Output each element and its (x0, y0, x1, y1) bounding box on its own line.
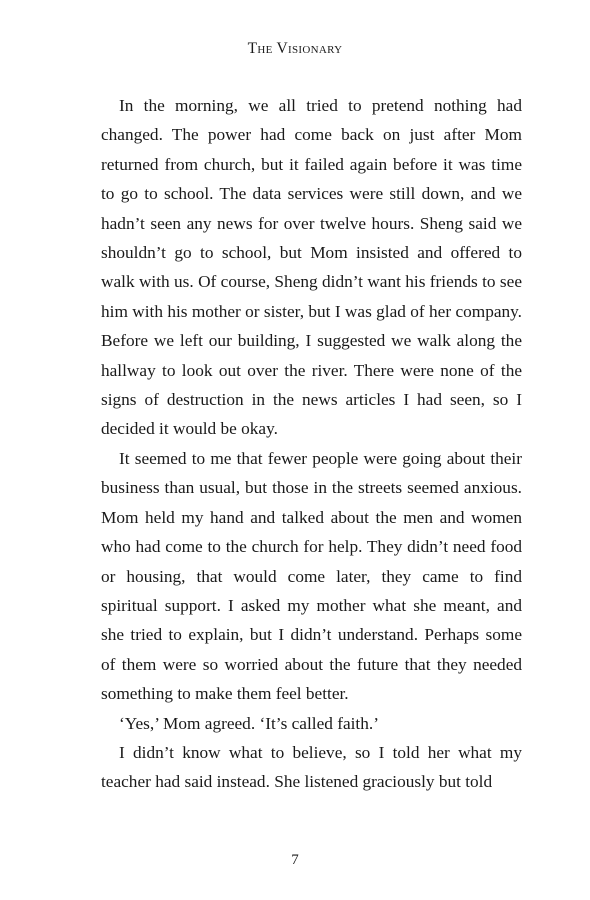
paragraph: ‘Yes,’ Mom agreed. ‘It’s called faith.’ (119, 713, 379, 733)
paragraph: In the morning, we all tried to pretend nothing had changed. The power had come back on just after Mom returned from church, but it failed again before it was time to go to school. The data services were still down, and we hadn’t seen any news for over twelve hours. Sheng said we shouldn’t go to school, but Mom insisted and offered to walk with us. Of course, Sheng didn’t want his friends to see him with his mother or sister, but I was glad of her company. Before we left our building, I suggested we walk along the hallway to look out over the river. There were none of the signs of destruction in the news articles I had seen, so I decided it would be okay. (101, 96, 522, 439)
body-text (101, 91, 522, 797)
paragraph: It seemed to me that fewer people were going about their business than usual, but those in the streets seemed anxious. Mom held my hand and talked about the men and women who had come to the church for help. They didn’t need food or housing, that would come later, they came to find spiritual support. I asked my mother what she meant, and she tried to explain, but I didn’t understand. Perhaps some of them were so worried about the future that they needed something to make them feel better. (101, 448, 522, 704)
page-number: 7 (291, 852, 299, 868)
running-head: The Visionary (247, 40, 343, 57)
paragraph: I didn’t know what to believe, so I told her what my teacher had said instead. She listened graciously but told (101, 742, 522, 792)
